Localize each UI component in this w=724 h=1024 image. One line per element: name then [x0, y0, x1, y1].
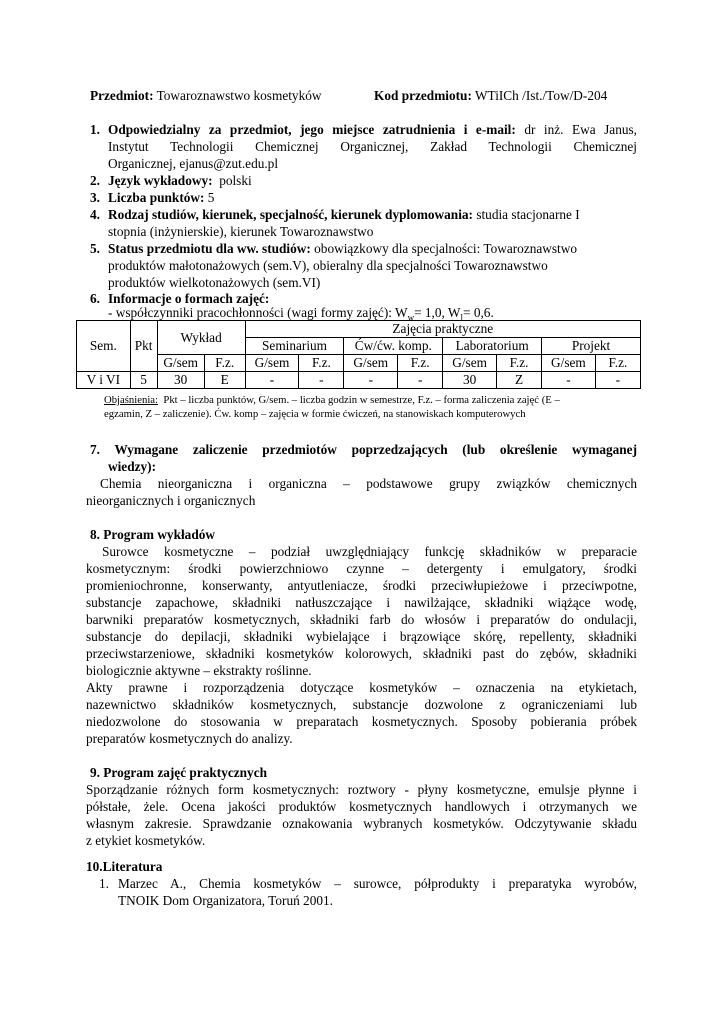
item-number: 3. [90, 190, 100, 205]
w-subscript: w [407, 312, 415, 323]
section-8-line: Akty prawne i rozporządzenia dotyczące kosmetyków – oznaczenia na etykietach, [86, 680, 637, 695]
header-fz: F.z. [398, 355, 443, 372]
section-9-line: własnym zakresie. Sprawdzanie oznakowania wybranych kosmetyków. Odczytywanie składu [86, 816, 637, 831]
table-cell: Z [496, 372, 541, 389]
header-gsem: G/sem [157, 355, 204, 372]
header-fz: F.z. [496, 355, 541, 372]
section-10-heading: 10.Literatura [86, 859, 163, 874]
table-note [104, 393, 644, 407]
section-7-heading-cont: wiedzy): [108, 459, 156, 474]
header-wyklad: Wykład [157, 321, 245, 355]
header-pkt: Pkt [130, 321, 157, 372]
item-number: 5. [90, 241, 100, 256]
header-zajecia: Zajęcia praktyczne [245, 321, 640, 338]
table-row [77, 372, 641, 389]
item-2-value: polski [219, 173, 252, 188]
table-cell: - [344, 372, 398, 389]
item-3-line [108, 189, 214, 206]
item-2-line [108, 172, 252, 189]
section-9-line: Sporządzanie różnych form kosmetycznych: roztwory - płyny kosmetyczne, emulsje płynne i [86, 782, 637, 797]
item-5-line-3: produktów wielkotonażowych (sem.VI) [108, 275, 321, 290]
item-number: 1. [90, 122, 100, 137]
item-4-line-1 [108, 206, 580, 223]
section-8-line: preparatów kosmetycznych do analizy. [86, 731, 293, 746]
item-4-label: Rodzaj studiów, kierunek, specjalność, kierunek dyplomowania: [108, 207, 473, 222]
note-line-1: Pkt – liczba punktów, G/sem. – liczba godzin w semestrze, F.z. – forma zaliczenia zajęć (E – [163, 394, 560, 406]
note-label: Objaśnienia: [104, 394, 159, 406]
table-subheader-row [77, 355, 641, 372]
code-label: Kod przedmiotu: [374, 88, 472, 103]
item-1-line-3: Organicznej, ejanus@zut.edu.pl [108, 156, 279, 171]
section-9-line: półstałe, żele. Ocena jakości produktów kosmetycznych handlowych i otrzymanych we [86, 799, 637, 814]
w-value: = 1,0, W [414, 305, 461, 320]
table-cell: - [398, 372, 443, 389]
section-9-line: z etykiet kosmetyków. [86, 833, 206, 848]
item-2-label: Język wykładowy: [108, 173, 213, 188]
table-cell: - [245, 372, 299, 389]
literature-line-2: TNOIK Dom Organizatora, Toruń 2001. [118, 893, 333, 908]
table-cell: - [595, 372, 640, 389]
section-8-line: barwniki preparatów kosmetycznych, składniki farb do włosów i preparatów do ondulacji, [86, 612, 637, 627]
header-gsem: G/sem [245, 355, 299, 372]
literature-line-1: Marzec A., Chemia kosmetyków – surowce, półprodukty i preparatyka wyrobów, [118, 876, 637, 891]
weights-prefix: - współczynniki pracochłonności (wagi formy zajęć): W [108, 305, 408, 320]
header-seminarium: Seminarium [245, 338, 344, 355]
note-line-2: egzamin, Z – zaliczenie). Ćw. komp – zajęcia w formie ćwiczeń, na stanowiskach komputerowych [104, 408, 526, 420]
section-8-line: kosmetycznym: środki powierzchniowo czynne – detergenty i emulgatory, środki [86, 561, 637, 576]
section-9-heading: 9. Program zajęć praktycznych [90, 765, 267, 780]
table-cell: - [542, 372, 596, 389]
section-7-heading: 7. Wymagane zaliczenie przedmiotów poprzedzających (lub określenie wymaganej [90, 442, 637, 457]
l-value: = 0,6. [463, 305, 494, 320]
item-number: 4. [90, 207, 100, 222]
section-8-line: substancje zapachowe, składniki natłuszczające i nawilżające, składniki wiążące wodę, [86, 595, 637, 610]
table-cell: 30 [157, 372, 204, 389]
item-4-value: studia stacjonarne I [476, 207, 580, 222]
item-5-label: Status przedmiotu dla ww. studiów: [108, 241, 311, 256]
subject-line [90, 87, 321, 104]
header-gsem: G/sem [542, 355, 596, 372]
header-gsem: G/sem [344, 355, 398, 372]
section-8-line: substancje do depilacji, składniki wybielające i brązowiące skórę, repellenty, składniki [86, 629, 637, 644]
item-3-label: Liczba punktów: [108, 190, 205, 205]
item-6-weights [108, 304, 494, 321]
item-3-value: 5 [207, 190, 215, 205]
item-number: 2. [90, 173, 100, 188]
section-7-text-1: Chemia nieorganiczna i organiczna – podstawowe grupy związków chemicznych [100, 476, 637, 491]
item-number: 6. [90, 291, 100, 306]
table-cell: 5 [130, 372, 157, 389]
code-value: WTiICh /Ist./Tow/D-204 [474, 88, 608, 103]
item-4-line-2: stopnia (inżynierskie), kierunek Towaroznawstwo [108, 224, 374, 239]
header-laboratorium: Laboratorium [443, 338, 542, 355]
section-7-text-2: nieorganicznych i organicznych [86, 493, 256, 508]
header-projekt: Projekt [542, 338, 641, 355]
header-cwiczenia: Ćw/ćw. komp. [344, 338, 443, 355]
item-5-value: obowiązkowy dla specjalności: Towaroznawstwo [314, 241, 577, 256]
l-subscript: l [460, 312, 463, 323]
section-8-line: niedozwolone do stosowania w preparatach kosmetycznych. Sposoby pobierania próbek [86, 714, 637, 729]
table-cell: E [204, 372, 245, 389]
section-8-line: biologicznie aktywne – ekstrakty roślinne. [86, 663, 312, 678]
table-cell: - [299, 372, 344, 389]
table-header-row [77, 321, 641, 338]
header-fz: F.z. [595, 355, 640, 372]
table-cell: 30 [443, 372, 497, 389]
item-1-value: dr inż. Ewa Janus, [524, 122, 637, 137]
section-8-line: przeciwstarzeniowe, składniki kosmetyków kolorowych, składniki past do zębów, składniki [86, 646, 637, 661]
section-8-line: Surowce kosmetyczne – podział uwzględniający funkcję składników w preparacie [102, 544, 637, 559]
section-8-line: promieniochronne, konserwanty, antyutleniacze, środki przeciwłupieżowe i przeciwpotne, [86, 578, 637, 593]
item-5-line-2: produktów małotonażowych (sem.V), obieralny dla specjalności Towaroznawstwo [108, 258, 548, 273]
subject-label: Przedmiot: [90, 88, 154, 103]
forms-table [76, 320, 641, 389]
item-1-line-2: Instytut Technologii Chemicznej Organicznej, Zakład Technologii Chemicznej [108, 139, 637, 154]
header-gsem: G/sem [443, 355, 497, 372]
header-fz: F.z. [299, 355, 344, 372]
table-cell: V i VI [77, 372, 131, 389]
section-8-line: nazewnictwo składników kosmetycznych, substancje dozwolone z ograniczeniami lub [86, 697, 637, 712]
item-1-line-1 [108, 121, 637, 138]
header-fz: F.z. [204, 355, 245, 372]
subject-value: Towaroznawstwo kosmetyków [156, 88, 322, 103]
item-6-label-text: Informacje o formach zajęć: [108, 291, 270, 306]
code-line [374, 87, 607, 104]
header-sem: Sem. [77, 321, 131, 372]
literature-number: 1. [99, 876, 109, 891]
item-1-label: Odpowiedzialny za przedmiot, jego miejsce zatrudnienia i e-mail: [108, 122, 516, 137]
section-8-heading: 8. Program wykładów [90, 527, 215, 542]
item-5-line-1 [108, 240, 577, 257]
